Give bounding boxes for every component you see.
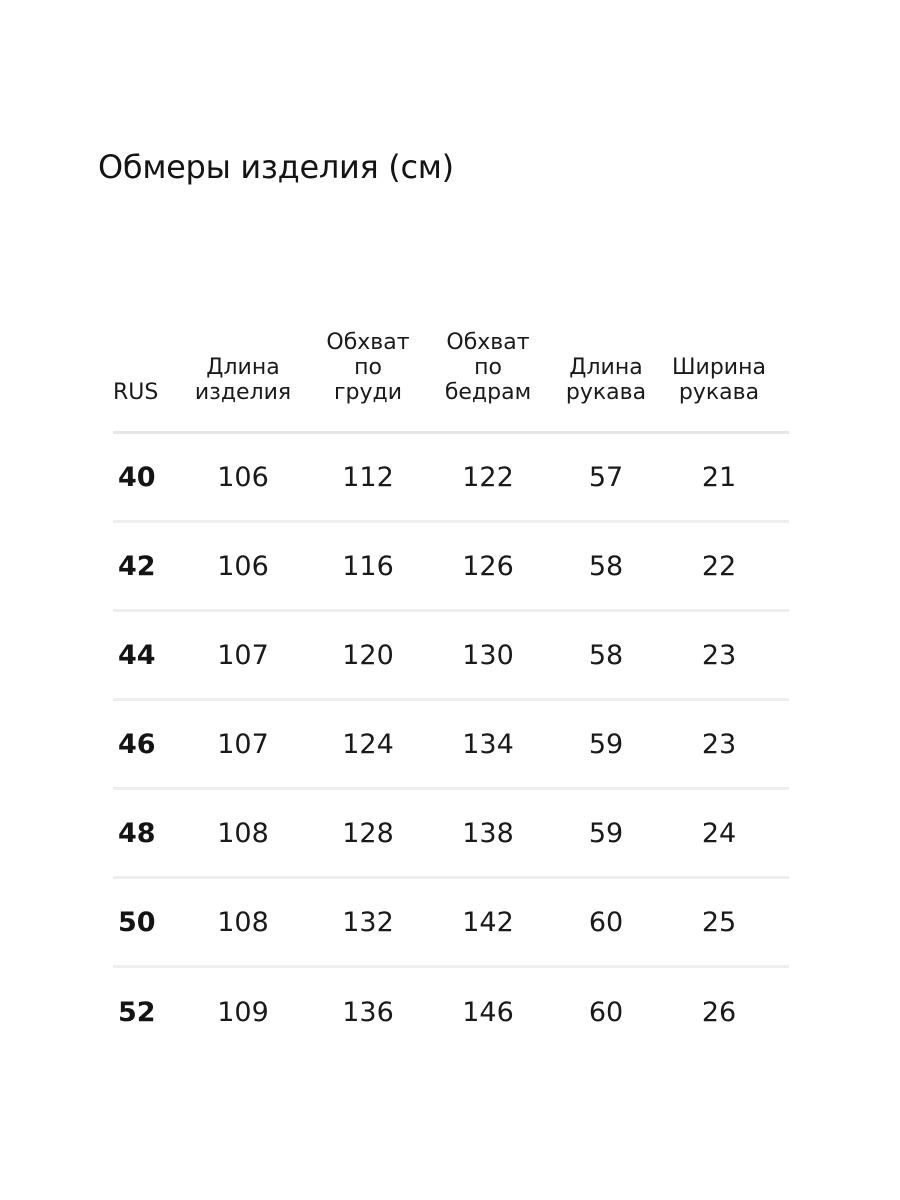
hips-cell: 142 bbox=[462, 906, 514, 938]
sleeve-length-cell: 58 bbox=[588, 639, 624, 671]
length-cell: 106 bbox=[217, 550, 269, 582]
header-chest: Обхват по груди bbox=[326, 330, 410, 405]
chest-cell: 112 bbox=[342, 461, 394, 493]
table-header-row bbox=[113, 322, 789, 434]
sleeve-length-cell: 59 bbox=[588, 728, 624, 760]
sleeve-width-cell: 22 bbox=[701, 550, 737, 582]
table-row bbox=[113, 701, 789, 790]
size-cell: 42 bbox=[118, 550, 156, 582]
sleeve-length-cell: 57 bbox=[588, 461, 624, 493]
table-row bbox=[113, 790, 789, 879]
table-row bbox=[113, 968, 789, 1057]
chest-cell: 116 bbox=[342, 550, 394, 582]
hips-cell: 134 bbox=[462, 728, 514, 760]
chest-cell: 124 bbox=[342, 728, 394, 760]
size-cell: 52 bbox=[118, 997, 156, 1028]
chest-cell: 132 bbox=[342, 906, 394, 938]
size-cell: 44 bbox=[118, 639, 156, 671]
chest-cell: 128 bbox=[342, 817, 394, 849]
header-sleeve-width: Ширина рукава bbox=[672, 355, 766, 405]
length-cell: 106 bbox=[217, 461, 269, 493]
sleeve-width-cell: 23 bbox=[701, 728, 737, 760]
length-cell: 109 bbox=[217, 997, 269, 1028]
length-cell: 108 bbox=[217, 906, 269, 938]
hips-cell: 126 bbox=[462, 550, 514, 582]
table-row bbox=[113, 612, 789, 701]
header-length: Длина изделия bbox=[194, 355, 292, 405]
length-cell: 107 bbox=[217, 639, 269, 671]
size-cell: 40 bbox=[118, 461, 156, 493]
hips-cell: 130 bbox=[462, 639, 514, 671]
length-cell: 107 bbox=[217, 728, 269, 760]
hips-cell: 146 bbox=[462, 997, 514, 1028]
chest-cell: 120 bbox=[342, 639, 394, 671]
page-title: Обмеры изделия (см) bbox=[98, 148, 454, 186]
sleeve-width-cell: 25 bbox=[701, 906, 737, 938]
header-rus: RUS bbox=[113, 380, 159, 405]
header-sleeve-length: Длина рукава bbox=[565, 355, 647, 405]
sleeve-length-cell: 60 bbox=[588, 997, 624, 1028]
length-cell: 108 bbox=[217, 817, 269, 849]
hips-cell: 122 bbox=[462, 461, 514, 493]
sleeve-length-cell: 59 bbox=[588, 817, 624, 849]
sleeve-width-cell: 24 bbox=[701, 817, 737, 849]
sleeve-width-cell: 23 bbox=[701, 639, 737, 671]
sleeve-width-cell: 21 bbox=[701, 461, 737, 493]
size-cell: 50 bbox=[118, 906, 156, 938]
sleeve-width-cell: 26 bbox=[701, 997, 737, 1028]
sleeve-length-cell: 58 bbox=[588, 550, 624, 582]
chest-cell: 136 bbox=[342, 997, 394, 1028]
sleeve-length-cell: 60 bbox=[588, 906, 624, 938]
table-row bbox=[113, 434, 789, 523]
hips-cell: 138 bbox=[462, 817, 514, 849]
size-cell: 48 bbox=[118, 817, 156, 849]
size-table bbox=[113, 322, 789, 1057]
table-row bbox=[113, 523, 789, 612]
table-row bbox=[113, 879, 789, 968]
size-cell: 46 bbox=[118, 728, 156, 760]
header-hips: Обхват по бедрам bbox=[444, 330, 532, 405]
